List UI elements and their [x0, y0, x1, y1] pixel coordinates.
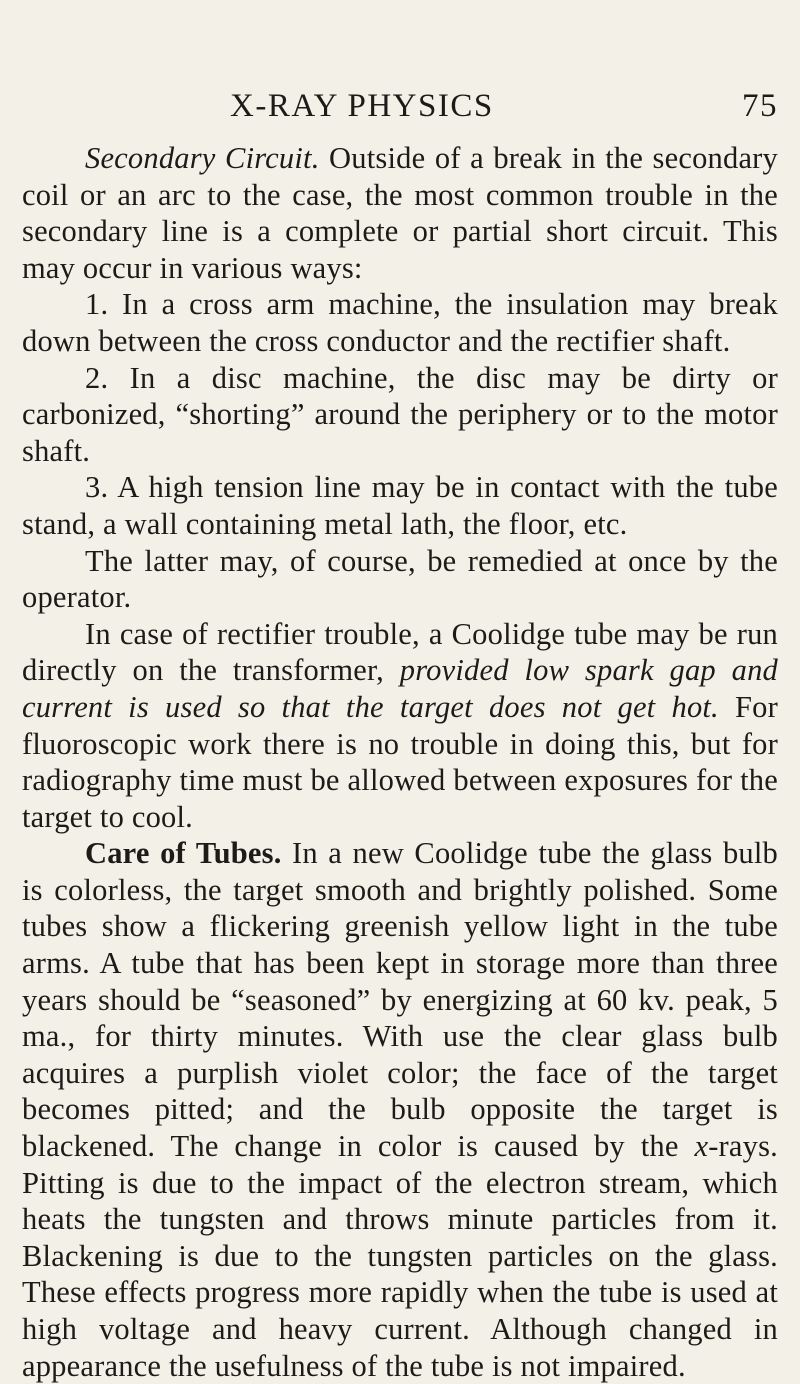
paragraph-text: For fluoroscopic work there is no trouble in doing this, but for radiography time must be allowed between exposures for the target to cool. — [22, 689, 778, 834]
emphasis-text: provided low spark gap and current is used so that the target does not get hot. — [22, 653, 778, 724]
section-heading-care-of-tubes: Care of Tubes. — [85, 836, 282, 871]
section-heading-secondary-circuit: Secondary Circuit. — [85, 141, 320, 175]
page-number: 75 — [742, 88, 778, 124]
running-title: X-RAY PHYSICS — [230, 88, 494, 124]
paragraph-text: -rays. Pitting is due to the impact of the electron stream, which heats the tungsten and throws minute particles from it. Blackening is due to the tungsten particles on the glass. These effects progress more rapidly when the tube is used at high voltage and heavy current. Although changed in appearance the usefulness of the tube is not impaired. — [22, 1129, 778, 1383]
paragraph-rectifier-trouble — [22, 616, 778, 836]
list-item: 2. In a disc machine, the disc may be dirty or carbonized, “shorting” around the periphery or to the motor shaft. — [22, 360, 778, 468]
list-item: 3. A high tension line may be in contact with the tube stand, a wall containing metal lath, the floor, etc. — [22, 470, 778, 541]
paragraph-care-of-tubes — [22, 835, 778, 1384]
paragraph-text: Outside of a break in the secondary coil or an arc to the case, the most common trouble in the secondary line is a complete or partial short circuit. This may occur in various ways: — [22, 141, 778, 285]
list-item: 1. In a cross arm machine, the insulation may break down between the cross conductor and the rectifier shaft. — [22, 287, 778, 358]
paragraph-text: In a new Coolidge tube the glass bulb is colorless, the target smooth and brightly polished. Some tubes show a flickering greenish yellow light in the tube arms. A tube that has been kept in storage more than three years should be “seasoned” by energizing at 60 kv. peak, 5 ma., for thirty minutes. With use the clear glass bulb acquires a purplish violet color; the face of the target becomes pitted; and the bulb opposite the target is blackened. The change in color is caused by the — [22, 836, 778, 1164]
x-ray-italic: x — [694, 1129, 709, 1164]
paragraph-remedy: The latter may, of course, be remedied at once by the operator. — [22, 543, 778, 615]
paragraph-text: In case of rectifier trouble, a Coolidge tube may be run directly on the transformer, — [22, 616, 778, 688]
running-head — [22, 88, 778, 128]
paragraph-secondary-circuit — [22, 140, 778, 286]
body-text — [22, 140, 778, 1384]
